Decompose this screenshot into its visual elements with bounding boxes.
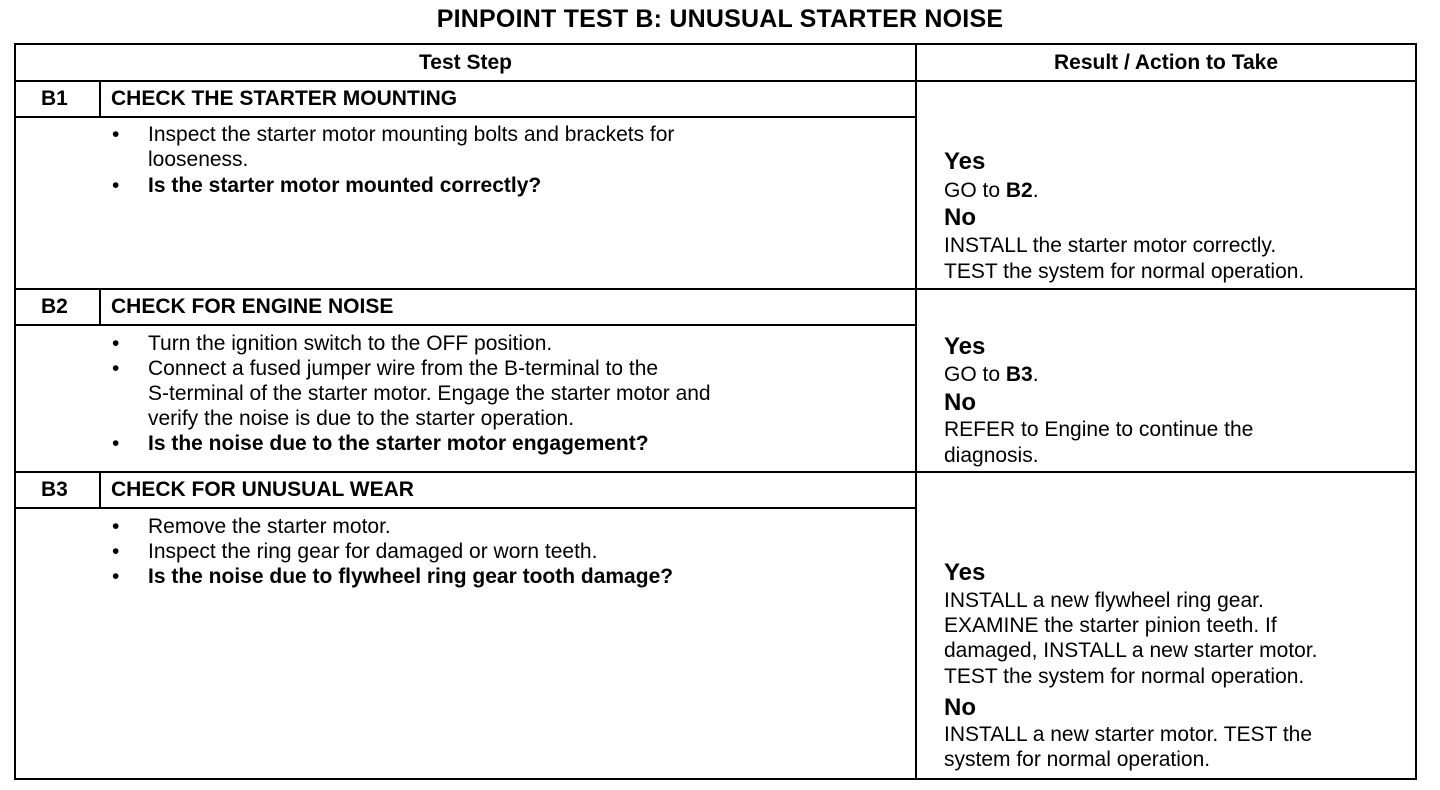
b2-line-4: verify the noise is due to the starter operation. [148,407,575,430]
column-divider [915,45,917,778]
header-result: Result / Action to Take [1053,51,1279,74]
b3-line-2: Inspect the ring gear for damaged or worn teeth. [148,540,598,563]
b2-no-line-2: diagnosis. [944,444,1039,467]
b1-line-2: looseness. [148,148,249,171]
b3-heading-divider [16,507,916,509]
b2-heading-divider [16,324,916,326]
header-divider [16,80,1415,82]
header-test-step: Test Step [419,51,512,74]
b1-yes-label: Yes [944,148,986,175]
step-heading-b3: CHECK FOR UNUSUAL WEAR [111,478,414,501]
step-id-b2: B2 [41,295,68,318]
b1-b2-divider [16,288,1415,290]
b1-line-1: Inspect the starter motor mounting bolts and brackets for [148,123,675,146]
b3-yes-line-4: TEST the system for normal operation. [944,665,1305,688]
b2-yes-action-text: GO to [944,363,1006,386]
b3-question: Is the noise due to flywheel ring gear tooth damage? [148,565,674,588]
b1-no-label: No [944,204,976,231]
b1-no-line-2: TEST the system for normal operation. [944,260,1305,283]
bullet-icon: • [112,432,120,455]
b3-yes-label: Yes [944,559,986,586]
b2-line-3: S-terminal of the starter motor. Engage the starter motor and [148,382,711,405]
b2-yes-label: Yes [944,333,986,360]
page-title: PINPOINT TEST B: UNUSUAL STARTER NOISE [436,5,1004,33]
b1-no-line-1: INSTALL the starter motor correctly. [944,234,1277,257]
b1-yes-action-end: . [1032,179,1039,202]
b2-no-line-1: REFER to Engine to continue the [944,418,1254,441]
step-id-b3: B3 [41,478,68,501]
b2-yes-action-target: B3 [1005,363,1033,386]
b2-yes-action [944,362,1039,387]
b1-yes-action [944,178,1039,203]
b3-line-1: Remove the starter motor. [148,515,391,538]
b1-yes-action-target: B2 [1005,179,1033,202]
b2-id-divider [99,289,101,325]
b1-heading-divider [16,116,916,118]
b3-no-label: No [944,694,976,721]
step-heading-b1: CHECK THE STARTER MOUNTING [111,87,458,110]
b3-yes-line-2: EXAMINE the starter pinion teeth. If [944,614,1277,637]
bullet-icon: • [112,332,120,355]
b2-no-label: No [944,389,976,416]
b1-question: Is the starter motor mounted correctly? [148,174,542,197]
step-heading-b2: CHECK FOR ENGINE NOISE [111,295,394,318]
b2-line-1: Turn the ignition switch to the OFF position. [148,332,553,355]
b1-id-divider [99,81,101,117]
bullet-icon: • [112,515,120,538]
step-id-b1: B1 [41,87,68,110]
bullet-icon: • [112,174,120,197]
b3-id-divider [99,472,101,508]
b1-yes-action-text: GO to [944,179,1006,202]
b2-yes-action-end: . [1032,363,1039,386]
b3-yes-line-1: INSTALL a new flywheel ring gear. [944,589,1264,612]
bullet-icon: • [112,565,120,588]
bullet-icon: • [112,123,120,146]
pinpoint-test-table [14,43,1417,780]
bullet-icon: • [112,540,120,563]
b2-line-2: Connect a fused jumper wire from the B-terminal to the [148,357,659,380]
b2-b3-divider [16,471,1415,473]
b2-question: Is the noise due to the starter motor engagement? [148,432,649,455]
b3-yes-line-3: damaged, INSTALL a new starter motor. [944,639,1318,662]
b3-no-line-2: system for normal operation. [944,748,1211,771]
bullet-icon: • [112,357,120,380]
b3-no-line-1: INSTALL a new starter motor. TEST the [944,723,1313,746]
